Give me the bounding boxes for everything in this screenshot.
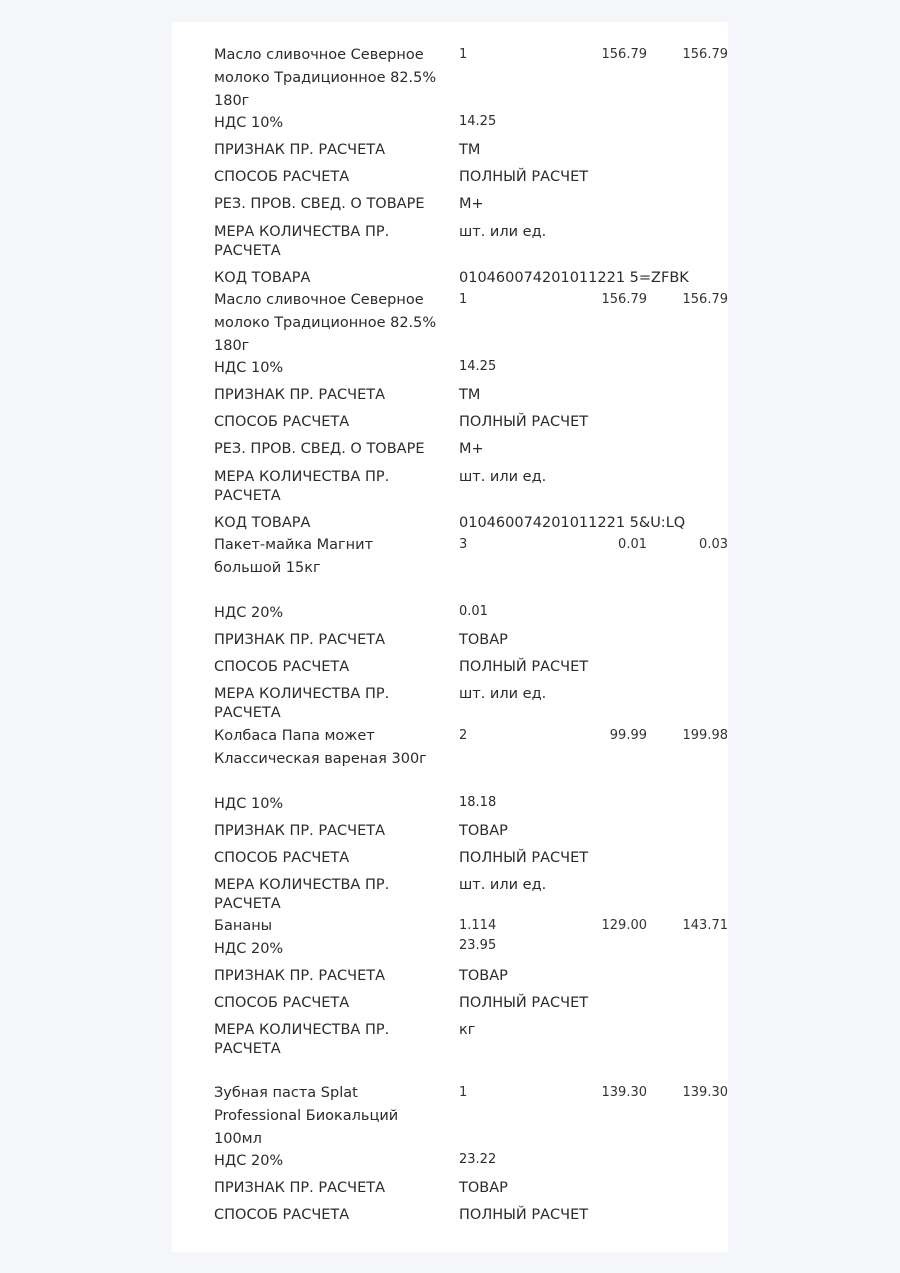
quantity-measure-label: МЕРА КОЛИЧЕСТВА ПР. РАСЧЕТА — [214, 1022, 390, 1057]
payment-sign-value: ТОВАР — [459, 632, 508, 648]
payment-method-value: ПОЛНЫЙ РАСЧЕТ — [459, 850, 589, 866]
quantity-measure-label: МЕРА КОЛИЧЕСТВА ПР. РАСЧЕТА — [214, 877, 390, 912]
item-price: 139.30 — [601, 1085, 647, 1100]
payment-sign-label: ПРИЗНАК ПР. РАСЧЕТА — [214, 823, 386, 839]
vat-label: НДС 10% — [214, 796, 284, 812]
product-code-label: КОД ТОВАРА — [214, 515, 311, 531]
vat-value: 23.22 — [459, 1152, 497, 1167]
item-total: 156.79 — [682, 47, 728, 62]
item-quantity: 1 — [459, 1085, 468, 1100]
payment-sign-label: ПРИЗНАК ПР. РАСЧЕТА — [214, 1180, 386, 1196]
item-price: 156.79 — [601, 47, 647, 62]
item-name: Масло сливочное Северное молоко Традиционное 82.5% 180г — [214, 292, 437, 354]
quantity-measure-value: шт. или ед. — [459, 686, 547, 702]
item-total: 139.30 — [682, 1085, 728, 1100]
item-quantity: 1 — [459, 292, 468, 307]
item-quantity: 3 — [459, 537, 468, 552]
check-result-value: М+ — [459, 196, 484, 212]
vat-value: 0.01 — [459, 604, 488, 619]
payment-method-label: СПОСОБ РАСЧЕТА — [214, 1207, 350, 1223]
payment-method-value: ПОЛНЫЙ РАСЧЕТ — [459, 169, 589, 185]
vat-label: НДС 10% — [214, 115, 284, 131]
item-quantity: 1.114 — [459, 918, 497, 933]
item-total: 156.79 — [682, 292, 728, 307]
payment-sign-value: ТОВАР — [459, 823, 508, 839]
item-name: Масло сливочное Северное молоко Традиционное 82.5% 180г — [214, 47, 437, 109]
quantity-measure-label: МЕРА КОЛИЧЕСТВА ПР. РАСЧЕТА — [214, 686, 390, 721]
payment-sign-label: ПРИЗНАК ПР. РАСЧЕТА — [214, 387, 386, 403]
quantity-measure-label: МЕРА КОЛИЧЕСТВА ПР. РАСЧЕТА — [214, 224, 390, 259]
quantity-measure-value: кг — [459, 1022, 476, 1038]
payment-sign-label: ПРИЗНАК ПР. РАСЧЕТА — [214, 142, 386, 158]
vat-label: НДС 20% — [214, 1153, 284, 1169]
vat-label: НДС 10% — [214, 360, 284, 376]
payment-sign-label: ПРИЗНАК ПР. РАСЧЕТА — [214, 632, 386, 648]
product-code-label: КОД ТОВАРА — [214, 270, 311, 286]
item-price: 129.00 — [601, 918, 647, 933]
vat-value: 14.25 — [459, 359, 497, 374]
item-price: 156.79 — [601, 292, 647, 307]
item-name: Зубная паста Splat Professional Биокальций 100мл — [214, 1085, 399, 1147]
vat-label: НДС 20% — [214, 941, 284, 957]
item-price: 0.01 — [618, 537, 647, 552]
payment-method-label: СПОСОБ РАСЧЕТА — [214, 659, 350, 675]
check-result-label: РЕЗ. ПРОВ. СВЕД. О ТОВАРЕ — [214, 441, 425, 457]
item-quantity: 2 — [459, 728, 468, 743]
receipt-paper — [172, 22, 728, 1252]
item-name: Колбаса Папа может Классическая вареная 300г — [214, 728, 427, 767]
payment-method-label: СПОСОБ РАСЧЕТА — [214, 169, 350, 185]
payment-sign-value: ТОВАР — [459, 1180, 508, 1196]
payment-method-value: ПОЛНЫЙ РАСЧЕТ — [459, 1207, 589, 1223]
vat-value: 18.18 — [459, 795, 497, 810]
payment-method-value: ПОЛНЫЙ РАСЧЕТ — [459, 659, 589, 675]
item-price: 99.99 — [609, 728, 647, 743]
quantity-measure-value: шт. или ед. — [459, 224, 547, 240]
vat-value: 23.95 — [459, 938, 497, 953]
product-code-value: 010460074201011221 5=ZFBK — [459, 270, 689, 286]
payment-sign-label: ПРИЗНАК ПР. РАСЧЕТА — [214, 968, 386, 984]
product-code-value: 010460074201011221 5&U:LQ — [459, 515, 686, 531]
vat-value: 14.25 — [459, 114, 497, 129]
quantity-measure-label: МЕРА КОЛИЧЕСТВА ПР. РАСЧЕТА — [214, 469, 390, 504]
quantity-measure-value: шт. или ед. — [459, 877, 547, 893]
item-total: 0.03 — [699, 537, 728, 552]
vat-label: НДС 20% — [214, 605, 284, 621]
check-result-value: М+ — [459, 441, 484, 457]
item-name: Бананы — [214, 918, 273, 934]
payment-method-value: ПОЛНЫЙ РАСЧЕТ — [459, 414, 589, 430]
quantity-measure-value: шт. или ед. — [459, 469, 547, 485]
payment-method-label: СПОСОБ РАСЧЕТА — [214, 850, 350, 866]
item-total: 199.98 — [682, 728, 728, 743]
payment-method-value: ПОЛНЫЙ РАСЧЕТ — [459, 995, 589, 1011]
payment-method-label: СПОСОБ РАСЧЕТА — [214, 414, 350, 430]
item-total: 143.71 — [682, 918, 728, 933]
payment-sign-value: ТМ — [459, 142, 481, 158]
item-quantity: 1 — [459, 47, 468, 62]
payment-sign-value: ТОВАР — [459, 968, 508, 984]
check-result-label: РЕЗ. ПРОВ. СВЕД. О ТОВАРЕ — [214, 196, 425, 212]
payment-method-label: СПОСОБ РАСЧЕТА — [214, 995, 350, 1011]
payment-sign-value: ТМ — [459, 387, 481, 403]
item-name: Пакет-майка Магнит большой 15кг — [214, 537, 374, 576]
